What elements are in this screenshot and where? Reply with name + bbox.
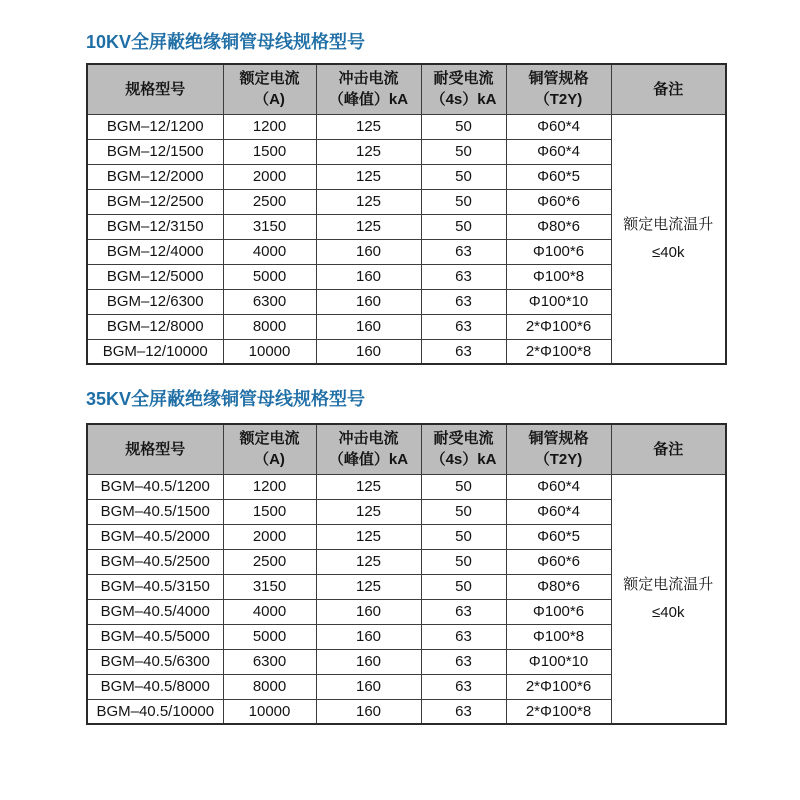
spec-model-cell: BGM–12/6300 [87,289,223,314]
col-header-label: 冲击电流 [338,70,399,88]
tube-spec-cell: 2*Φ100*8 [506,339,611,364]
rated-current-cell: 10000 [223,339,316,364]
spec-model-cell: BGM–40.5/1200 [87,474,223,499]
spec-model-cell: BGM–12/1200 [87,114,223,139]
col-header-label: 规格型号 [125,440,186,458]
tube-spec-cell: Φ60*4 [506,139,611,164]
col-header-impulse-current [316,424,421,474]
rated-current-cell: 4000 [223,599,316,624]
tube-spec-cell: Φ60*6 [506,549,611,574]
rated-current-cell: 1500 [223,499,316,524]
withstand-current-cell: 50 [421,549,506,574]
col-header-label: （T2Y) [534,451,583,469]
col-header-label: 耐受电流 [433,70,494,88]
spec-model-cell: BGM–40.5/6300 [87,649,223,674]
remark-cell [611,474,726,724]
impulse-current-cell: 125 [316,574,421,599]
tube-spec-cell: 2*Φ100*6 [506,674,611,699]
impulse-current-cell: 125 [316,474,421,499]
impulse-current-cell: 125 [316,114,421,139]
impulse-current-cell: 160 [316,289,421,314]
tube-spec-cell: Φ100*6 [506,599,611,624]
table2-body [87,474,726,724]
tube-spec-cell: Φ80*6 [506,574,611,599]
tube-spec-cell: 2*Φ100*6 [506,314,611,339]
tube-spec-cell: Φ100*6 [506,239,611,264]
table2-header [87,424,726,474]
spec-model-cell: BGM–40.5/1500 [87,499,223,524]
withstand-current-cell: 50 [421,474,506,499]
col-header-withstand-current [421,64,506,114]
tube-spec-cell: Φ100*10 [506,289,611,314]
spec-model-cell: BGM–12/3150 [87,214,223,239]
impulse-current-cell: 125 [316,214,421,239]
impulse-current-cell: 125 [316,499,421,524]
withstand-current-cell: 50 [421,114,506,139]
impulse-current-cell: 160 [316,314,421,339]
rated-current-cell: 8000 [223,314,316,339]
col-header-label: 备注 [653,80,684,98]
tube-spec-cell: 2*Φ100*8 [506,699,611,724]
impulse-current-cell: 125 [316,549,421,574]
table2-title: 35KV全屏蔽绝缘铜管母线规格型号 [86,389,366,409]
tube-spec-cell: Φ60*4 [506,114,611,139]
impulse-current-cell: 160 [316,239,421,264]
impulse-current-cell: 160 [316,674,421,699]
col-header-spec-model [87,424,223,474]
rated-current-cell: 2500 [223,549,316,574]
impulse-current-cell: 125 [316,524,421,549]
col-header-remark [611,424,726,474]
impulse-current-cell: 160 [316,599,421,624]
impulse-current-cell: 125 [316,189,421,214]
spec-model-cell: BGM–40.5/10000 [87,699,223,724]
tube-spec-cell: Φ60*5 [506,164,611,189]
rated-current-cell: 6300 [223,289,316,314]
header-row [87,424,726,474]
table-row [87,474,726,499]
withstand-current-cell: 50 [421,214,506,239]
col-header-label: （峰值）kA [328,91,409,109]
col-header-label: （A) [254,91,285,109]
tube-spec-cell: Φ60*5 [506,524,611,549]
col-header-withstand-current [421,424,506,474]
col-header-label: （A) [254,451,285,469]
remark-line1: 额定电流温升 [623,575,714,593]
remark-line2: ≤40k [652,603,685,621]
impulse-current-cell: 160 [316,339,421,364]
remark-line1: 额定电流温升 [623,215,714,233]
rated-current-cell: 2500 [223,189,316,214]
withstand-current-cell: 50 [421,524,506,549]
withstand-current-cell: 63 [421,599,506,624]
spec-model-cell: BGM–40.5/2500 [87,549,223,574]
spec-model-cell: BGM–12/5000 [87,264,223,289]
rated-current-cell: 3150 [223,574,316,599]
rated-current-cell: 1500 [223,139,316,164]
rated-current-cell: 4000 [223,239,316,264]
col-header-tube-spec [506,64,611,114]
rated-current-cell: 10000 [223,699,316,724]
impulse-current-cell: 160 [316,699,421,724]
rated-current-cell: 2000 [223,524,316,549]
tube-spec-cell: Φ100*10 [506,649,611,674]
tube-spec-cell: Φ100*8 [506,624,611,649]
remark-line2: ≤40k [652,243,685,261]
table1-header [87,64,726,114]
col-header-label: （4s）kA [430,451,497,469]
withstand-current-cell: 50 [421,499,506,524]
col-header-label: （峰值）kA [328,451,409,469]
tube-spec-cell: Φ80*6 [506,214,611,239]
col-header-rated-current [223,64,316,114]
col-header-label: 规格型号 [125,80,186,98]
col-header-label: 耐受电流 [433,430,494,448]
withstand-current-cell: 50 [421,139,506,164]
rated-current-cell: 1200 [223,114,316,139]
spec-model-cell: BGM–40.5/3150 [87,574,223,599]
tube-spec-cell: Φ60*4 [506,474,611,499]
col-header-label: 冲击电流 [338,430,399,448]
rated-current-cell: 1200 [223,474,316,499]
rated-current-cell: 8000 [223,674,316,699]
col-header-label: 铜管规格 [528,70,589,88]
table1-body [87,114,726,364]
rated-current-cell: 5000 [223,264,316,289]
spec-model-cell: BGM–40.5/8000 [87,674,223,699]
withstand-current-cell: 50 [421,574,506,599]
withstand-current-cell: 63 [421,289,506,314]
impulse-current-cell: 125 [316,139,421,164]
withstand-current-cell: 50 [421,164,506,189]
spec-model-cell: BGM–12/1500 [87,139,223,164]
rated-current-cell: 2000 [223,164,316,189]
impulse-current-cell: 125 [316,164,421,189]
col-header-label: 额定电流 [239,70,300,88]
withstand-current-cell: 50 [421,189,506,214]
header-row [87,64,726,114]
spec-model-cell: BGM–12/8000 [87,314,223,339]
impulse-current-cell: 160 [316,264,421,289]
tube-spec-cell: Φ100*8 [506,264,611,289]
col-header-label: 额定电流 [239,430,300,448]
withstand-current-cell: 63 [421,649,506,674]
withstand-current-cell: 63 [421,239,506,264]
withstand-current-cell: 63 [421,339,506,364]
col-header-label: 备注 [653,440,684,458]
tube-spec-cell: Φ60*6 [506,189,611,214]
spec-model-cell: BGM–40.5/4000 [87,599,223,624]
rated-current-cell: 5000 [223,624,316,649]
remark-cell [611,114,726,364]
withstand-current-cell: 63 [421,624,506,649]
col-header-remark [611,64,726,114]
rated-current-cell: 3150 [223,214,316,239]
spec-model-cell: BGM–40.5/2000 [87,524,223,549]
table-row [87,114,726,139]
table1-title: 10KV全屏蔽绝缘铜管母线规格型号 [86,32,366,52]
impulse-current-cell: 160 [316,649,421,674]
spec-model-cell: BGM–12/2000 [87,164,223,189]
col-header-impulse-current [316,64,421,114]
spec-model-cell: BGM–12/10000 [87,339,223,364]
tube-spec-cell: Φ60*4 [506,499,611,524]
withstand-current-cell: 63 [421,264,506,289]
col-header-label: （4s）kA [430,91,497,109]
col-header-spec-model [87,64,223,114]
withstand-current-cell: 63 [421,314,506,339]
spec-model-cell: BGM–12/2500 [87,189,223,214]
withstand-current-cell: 63 [421,699,506,724]
col-header-label: 铜管规格 [528,430,589,448]
rated-current-cell: 6300 [223,649,316,674]
col-header-rated-current [223,424,316,474]
impulse-current-cell: 160 [316,624,421,649]
spec-model-cell: BGM–40.5/5000 [87,624,223,649]
spec-table-10kv [86,63,727,365]
spec-model-cell: BGM–12/4000 [87,239,223,264]
col-header-label: （T2Y) [534,91,583,109]
spec-table-35kv [86,423,727,725]
withstand-current-cell: 63 [421,674,506,699]
col-header-tube-spec [506,424,611,474]
